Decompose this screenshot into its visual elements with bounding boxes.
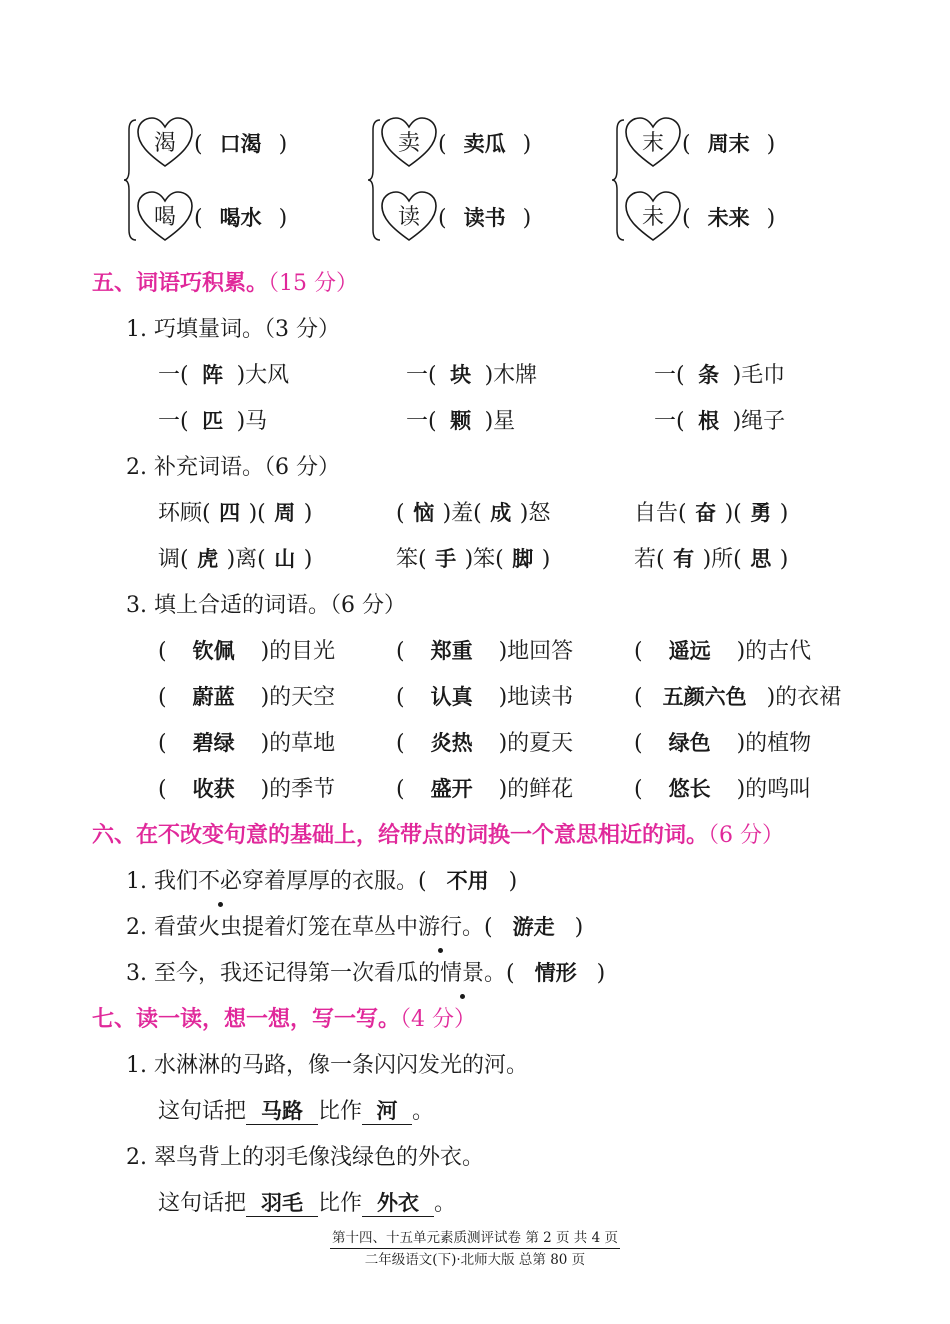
metaphor-answer: 这句话把 马路 比作 河 。 (158, 1099, 435, 1124)
answer-text: 不用 (446, 869, 489, 893)
dotted-word: 游行 (418, 910, 462, 941)
answer-text: 马路 (246, 1098, 318, 1125)
answer-text: 炎热 (430, 731, 473, 755)
metaphor-sentence: 2. 翠鸟背上的羽毛像浅绿色的外衣。 (126, 1145, 485, 1170)
dotted-word: 不必 (198, 864, 242, 895)
heart-icon (136, 190, 194, 244)
section-7-heading (92, 1002, 476, 1033)
answer-blank: ( 卖瓜 ) (438, 128, 531, 158)
answer-text: 卖瓜 (463, 132, 506, 156)
measure-word-item: 一( 根 )绳子 (654, 404, 785, 435)
footer-line-1: 第十四、十五单元素质测评试卷 第 2 页 共 4 页 (330, 1226, 620, 1249)
section-points: （4 分） (400, 1007, 477, 1032)
answer-text: 羽毛 (246, 1190, 318, 1217)
phrase-item: ( 碧绿 )的草地 (158, 726, 335, 757)
question-5-3 (126, 588, 406, 619)
answer-text: 外衣 (362, 1190, 434, 1217)
heart-char: 渴 (153, 131, 176, 156)
answer-text: 思 (750, 547, 772, 571)
measure-word-item: 一( 阵 )大风 (158, 358, 289, 389)
answer-text: 恼 (413, 501, 435, 525)
idiom-item: ( 恼 )羞( 成 )怒 (396, 496, 550, 527)
answer-text: 读书 (463, 206, 506, 230)
section-5-heading (92, 266, 358, 297)
idiom-item: 自告( 奋 )( 勇 ) (634, 496, 788, 527)
answer-text: 悠长 (668, 777, 711, 801)
answer-text: 四 (219, 501, 241, 525)
section-points: （6 分） (708, 823, 785, 848)
answer-text: 周 (274, 501, 296, 525)
answer-blank: ( 口渴 ) (194, 128, 287, 158)
answer-blank: ( 未来 ) (682, 202, 775, 232)
phrase-item: ( 遥远 )的古代 (634, 634, 811, 665)
answer-text: 五颜六色 (662, 685, 747, 709)
dotted-word: 情景 (440, 956, 484, 987)
synonym-item: 3. 至今，我还记得第一次看瓜的情景。( 情形 ) (126, 956, 605, 987)
heart-char: 读 (397, 205, 420, 230)
answer-text: 条 (698, 363, 720, 387)
answer-text: 有 (673, 547, 695, 571)
measure-word-item: 一( 块 )木牌 (406, 358, 537, 389)
answer-text: 收获 (192, 777, 235, 801)
measure-word-item: 一( 匹 )马 (158, 404, 267, 435)
answer-blank: ( 读书 ) (438, 202, 531, 232)
heart-char: 喝 (153, 205, 176, 230)
answer-text: 盛开 (430, 777, 473, 801)
heart-icon (136, 116, 194, 170)
question-number: 1. (126, 317, 147, 342)
heart-icon (624, 190, 682, 244)
phrase-item: ( 悠长 )的鸣叫 (634, 772, 811, 803)
answer-text: 匹 (202, 409, 224, 433)
section-title: 六、在不改变句意的基础上，给带点的词换一个意思相近的词。 (92, 823, 709, 848)
answer-text: 未来 (707, 206, 750, 230)
answer-text: 块 (450, 363, 472, 387)
measure-word-item: 一( 条 )毛巾 (654, 358, 785, 389)
idiom-item: 调( 虎 )离( 山 ) (158, 542, 312, 573)
phrase-item: ( 钦佩 )的目光 (158, 634, 335, 665)
question-title: 巧填量词。（3 分） (154, 317, 340, 342)
answer-text: 情形 (534, 961, 577, 985)
section-title: 五、词语巧积累。 (92, 271, 269, 296)
heart-icon (624, 116, 682, 170)
answer-text: 碧绿 (192, 731, 235, 755)
answer-text: 蔚蓝 (192, 685, 235, 709)
phrase-item: ( 五颜六色 )的衣裙 (634, 680, 841, 711)
phrase-item: ( 蔚蓝 )的天空 (158, 680, 335, 711)
phrase-item: ( 认真 )地读书 (396, 680, 573, 711)
answer-text: 脚 (512, 547, 534, 571)
answer-text: 遥远 (668, 639, 711, 663)
answer-text: 奋 (695, 501, 717, 525)
heart-icon (380, 190, 438, 244)
answer-text: 钦佩 (192, 639, 235, 663)
phrase-item: ( 收获 )的季节 (158, 772, 335, 803)
answer-text: 郑重 (430, 639, 473, 663)
answer-text: 成 (490, 501, 512, 525)
answer-text: 河 (362, 1098, 412, 1125)
section-points: （15 分） (268, 271, 359, 296)
answer-text: 阵 (202, 363, 224, 387)
metaphor-answer: 这句话把 羽毛 比作 外衣 。 (158, 1191, 457, 1216)
answer-text: 绿色 (668, 731, 711, 755)
heart-char: 卖 (397, 131, 420, 156)
question-number: 2. (126, 455, 147, 480)
footer-line-2: 二年级语文(下)·北师大版 总第 80 页 (364, 1252, 586, 1268)
answer-blank: ( 喝水 ) (194, 202, 287, 232)
synonym-item: 1. 我们不必穿着厚厚的衣服。( 不用 ) (126, 864, 517, 895)
phrase-item: ( 郑重 )地回答 (396, 634, 573, 665)
answer-text: 根 (698, 409, 720, 433)
page-footer (0, 1226, 950, 1249)
metaphor-sentence: 1. 水淋淋的马路，像一条闪闪发光的河。 (126, 1053, 529, 1078)
idiom-item: 环顾( 四 )( 周 ) (158, 496, 312, 527)
question-5-2 (126, 450, 340, 481)
answer-text: 勇 (750, 501, 772, 525)
phrase-item: ( 盛开 )的鲜花 (396, 772, 573, 803)
heart-char: 末 (641, 131, 664, 156)
answer-text: 颗 (450, 409, 472, 433)
answer-text: 游走 (512, 915, 555, 939)
question-title: 补充词语。（6 分） (154, 455, 340, 480)
answer-text: 手 (435, 547, 457, 571)
idiom-item: 笨( 手 )笨( 脚 ) (396, 542, 550, 573)
section-6-heading (92, 818, 784, 849)
answer-text: 口渴 (219, 132, 262, 156)
heart-icon (380, 116, 438, 170)
section-title: 七、读一读，想一想，写一写。 (92, 1007, 401, 1032)
answer-text: 认真 (430, 685, 473, 709)
answer-text: 喝水 (219, 206, 262, 230)
phrase-item: ( 炎热 )的夏天 (396, 726, 573, 757)
phrase-item: ( 绿色 )的植物 (634, 726, 811, 757)
measure-word-item: 一( 颗 )星 (406, 404, 515, 435)
question-5-1 (126, 312, 340, 343)
answer-text: 周末 (707, 132, 750, 156)
answer-blank: ( 周末 ) (682, 128, 775, 158)
synonym-item: 2. 看萤火虫提着灯笼在草丛中游行。( 游走 ) (126, 910, 583, 941)
answer-text: 山 (274, 547, 296, 571)
answer-text: 虎 (197, 547, 219, 571)
question-title: 填上合适的词语。（6 分） (154, 593, 406, 618)
heart-char: 未 (641, 205, 664, 230)
idiom-item: 若( 有 )所( 思 ) (634, 542, 788, 573)
question-number: 3. (126, 593, 147, 618)
